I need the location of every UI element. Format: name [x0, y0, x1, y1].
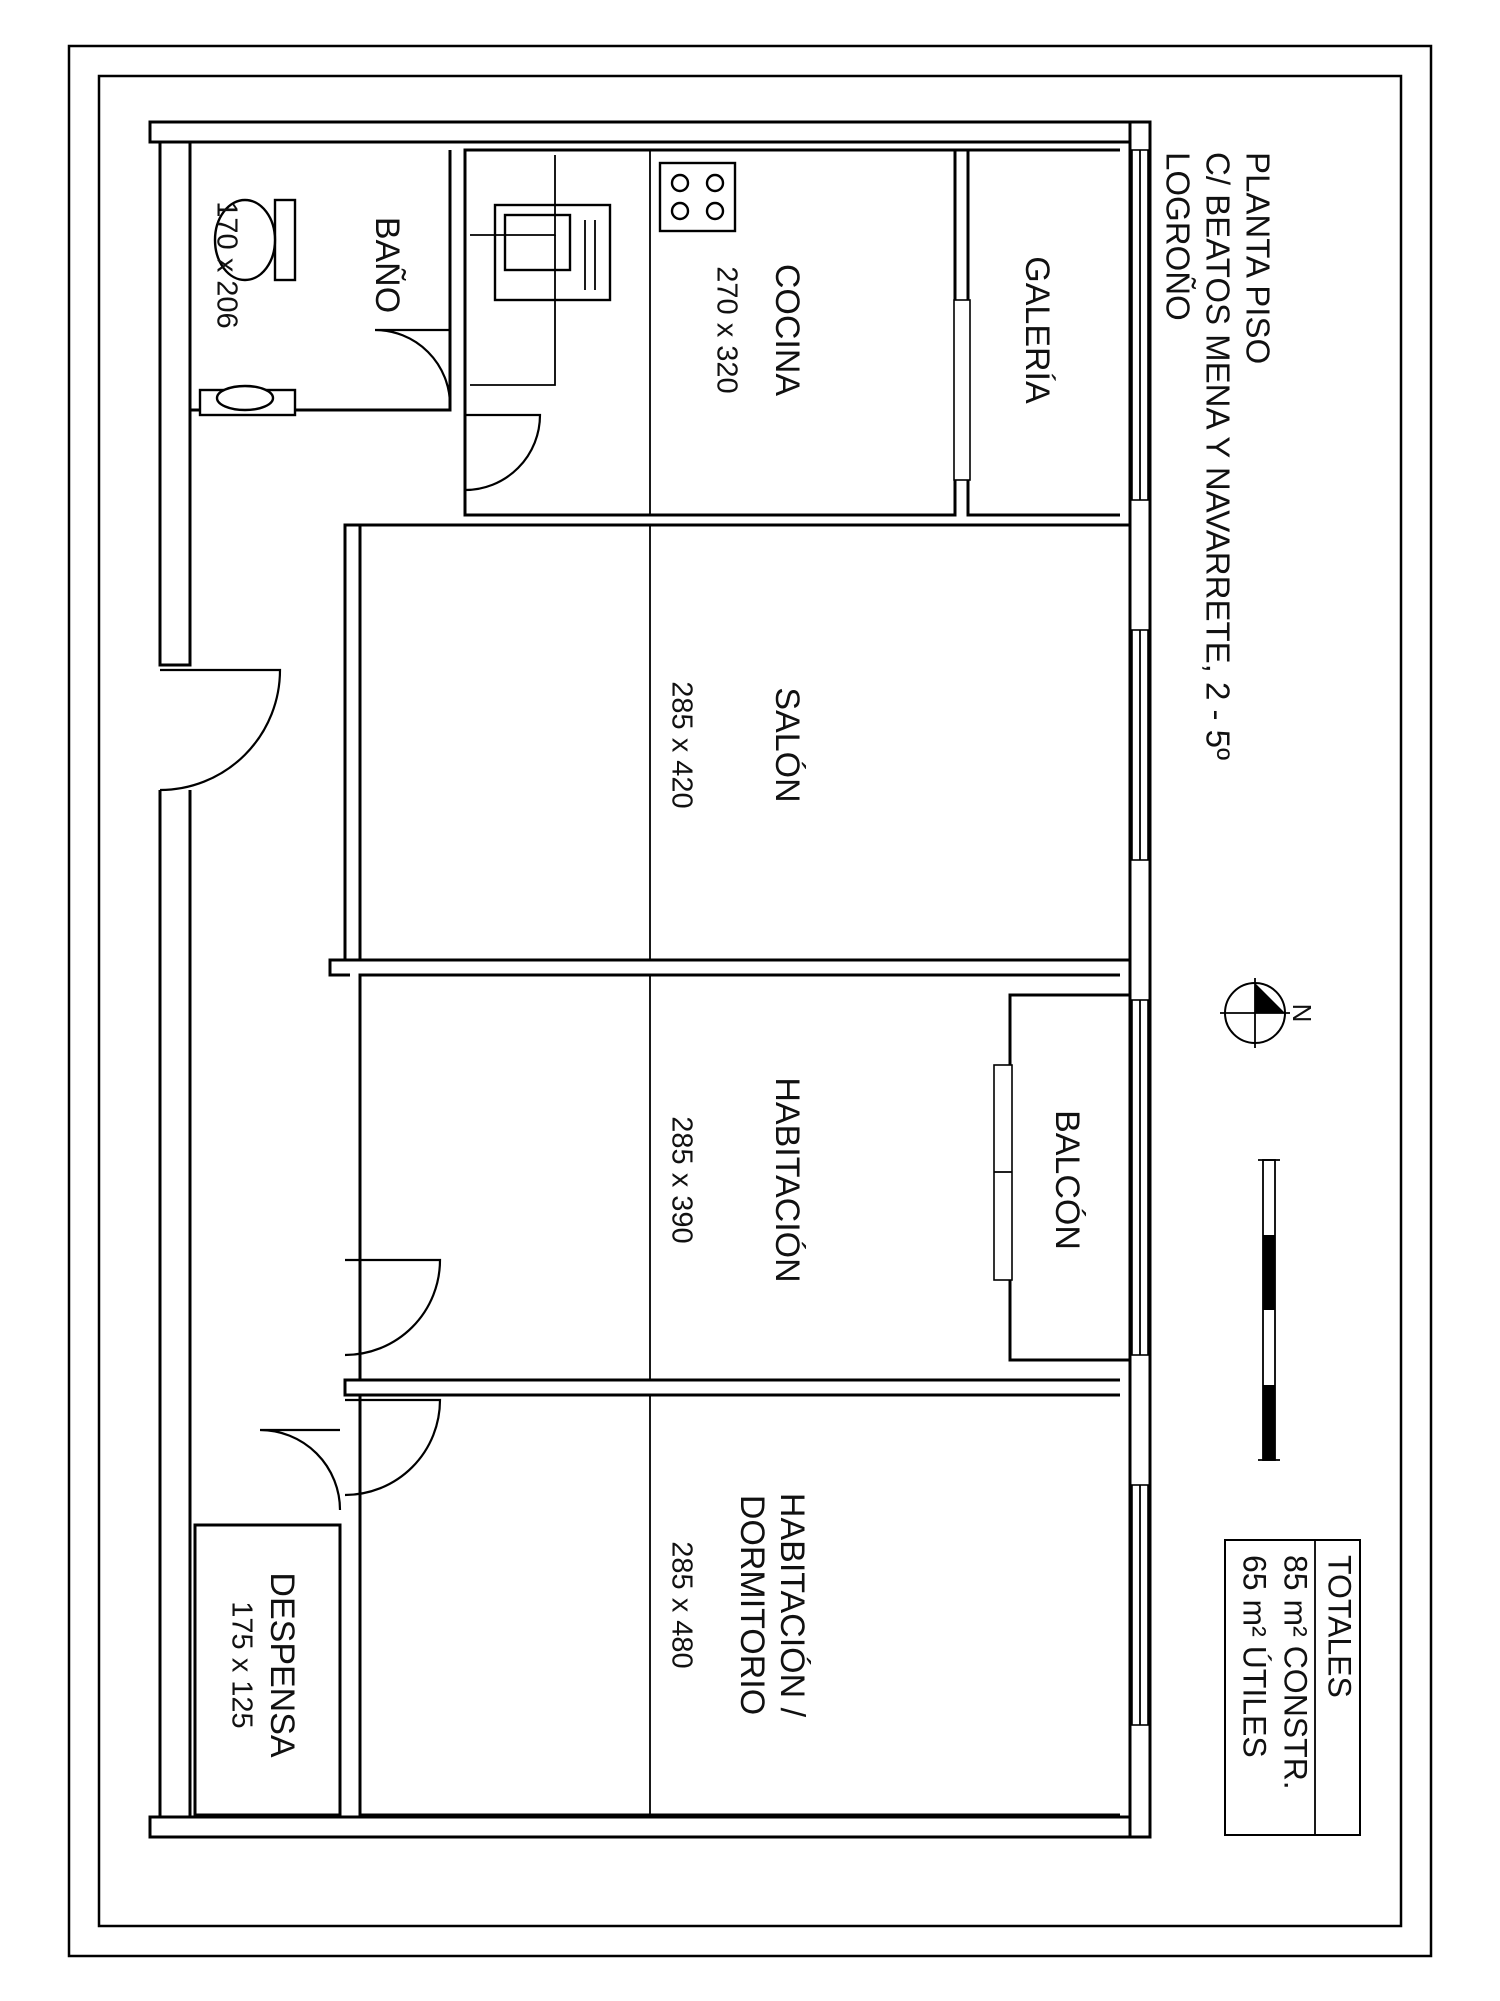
sink-icon	[495, 205, 610, 300]
totals-utiles: 65 m² ÚTILES	[1236, 1555, 1273, 1758]
doors	[160, 330, 540, 1510]
title-line1: PLANTA PISO	[1239, 152, 1277, 365]
title-line3: LOGROÑO	[1159, 152, 1197, 321]
interior-walls	[190, 150, 1130, 1815]
salon-name: SALÓN	[768, 687, 807, 803]
salon-dims: 285 x 420	[665, 681, 698, 809]
north-label: N	[1287, 1003, 1318, 1023]
dormitorio-name-line1: HABITACIÓN /	[773, 1492, 812, 1718]
totals-title: TOTALES	[1321, 1555, 1358, 1698]
scale-bar-icon	[1258, 1160, 1280, 1460]
despensa-dims: 175 x 125	[225, 1601, 258, 1729]
bano-name: BAÑO	[368, 216, 407, 314]
washbasin-icon	[200, 386, 295, 415]
bano-dims: 170 x 206	[210, 201, 243, 329]
dormitorio-name-line2: DORMITORIO	[733, 1494, 772, 1716]
dormitorio-dims: 285 x 480	[665, 1541, 698, 1669]
cooktop-icon	[660, 163, 735, 231]
plan-content	[150, 122, 1360, 1837]
title-block	[1159, 152, 1276, 760]
totals-box	[1225, 1540, 1360, 1835]
habitacion-name: HABITACIÓN	[768, 1077, 807, 1283]
title-line2: C/ BEATOS MENA Y NAVARRETE, 2 - 5º	[1199, 152, 1237, 761]
despensa-name: DESPENSA	[263, 1572, 302, 1758]
balcon-name: BALCÓN	[1048, 1110, 1087, 1250]
cocina-name: COCINA	[768, 263, 807, 397]
north-arrow-icon	[1220, 978, 1317, 1048]
habitacion-dims: 285 x 390	[665, 1116, 698, 1244]
totals-constr: 85 m² CONSTR.	[1277, 1555, 1314, 1790]
galeria-name: GALERÍA	[1018, 256, 1057, 404]
cocina-dims: 270 x 320	[710, 266, 743, 394]
